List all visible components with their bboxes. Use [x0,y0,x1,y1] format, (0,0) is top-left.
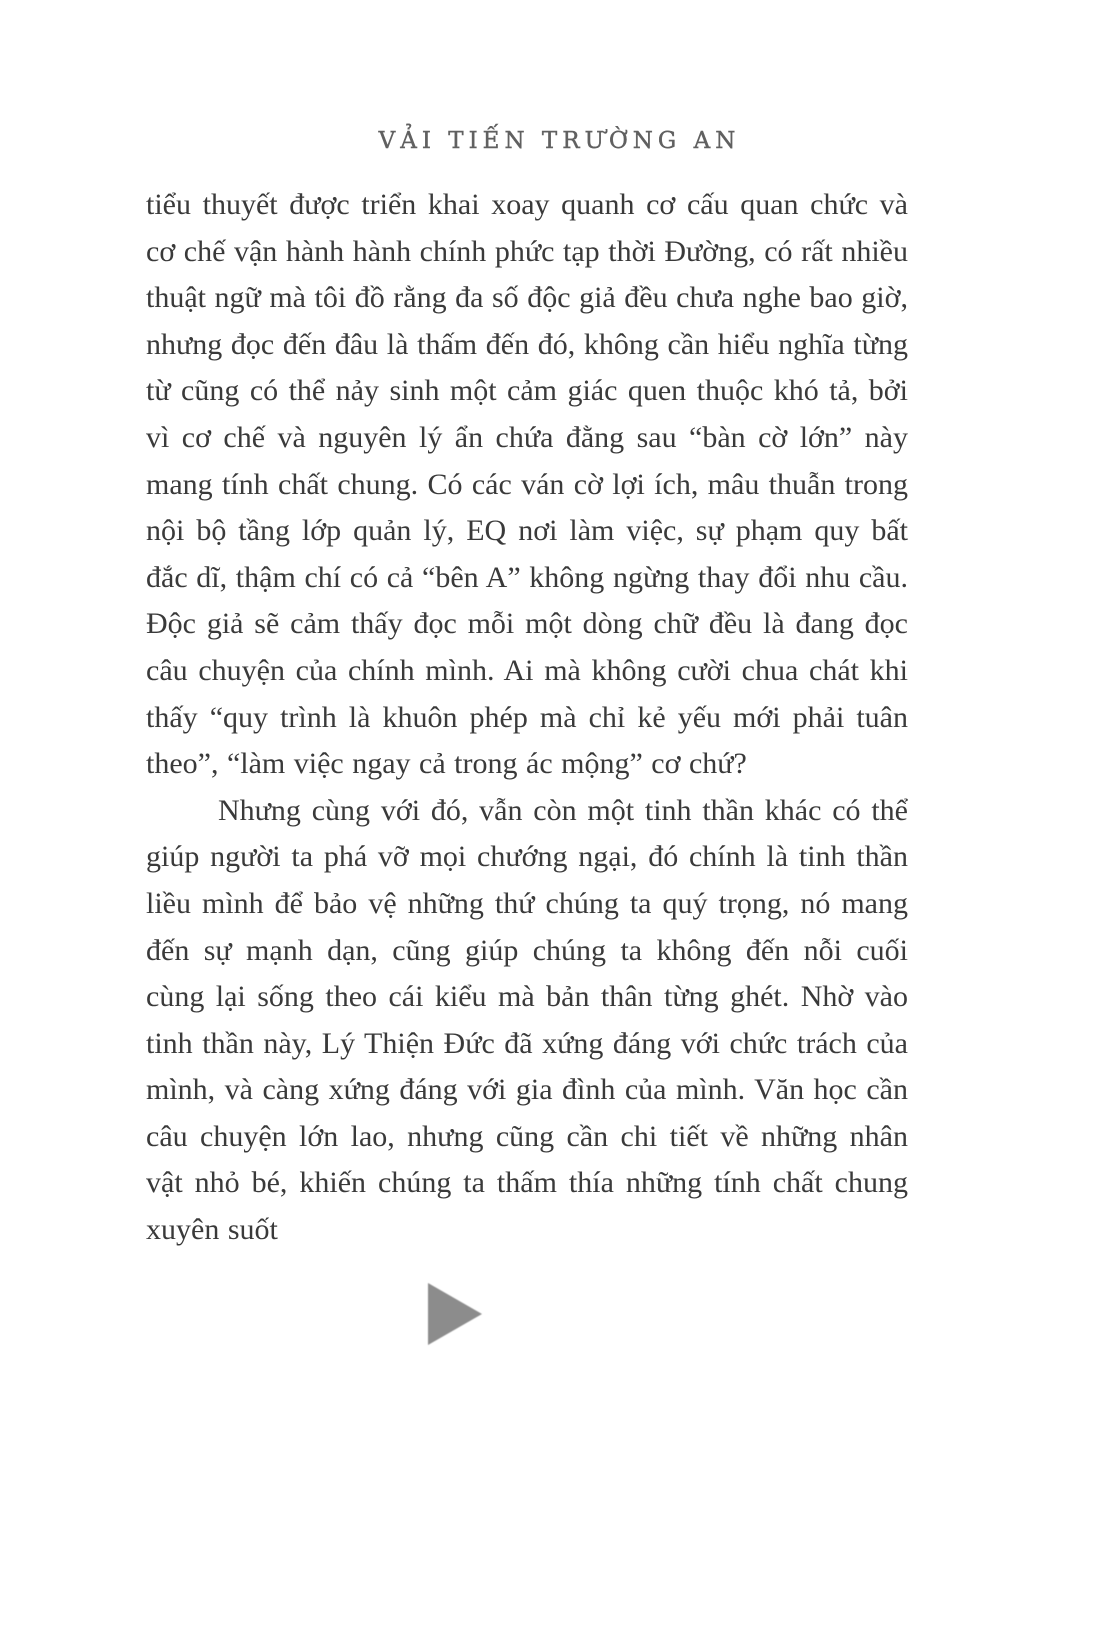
paragraph-2: Nhưng cùng với đó, vẫn còn một tinh thần khác có thể giúp người ta phá vỡ mọi chướng ngại, đó chính là tinh thần liều mình để bảo vệ những thứ chúng ta quý trọng, nó mang đến sự mạnh dạn, cũng giúp chúng ta không đến nỗi cuối cùng lại sống theo cái kiểu mà bản thân từng ghét. Nhờ vào tinh thần này, Lý Thiện Đức đã xứng đáng với chức trách của mình, và càng xứng đáng với gia đình của mình. Văn học cần câu chuyện lớn lao, nhưng cũng cần chi tiết về những nhân vật nhỏ bé, khiến chúng ta thấm thía những tính chất chung xuyên suốt [146,793,908,1247]
page-body [146,182,908,1254]
paragraph-1: tiểu thuyết được triển khai xoay quanh cơ cấu quan chức và cơ chế vận hành hành chính phức tạp thời Đường, có rất nhiều thuật ngữ mà tôi đồ rằng đa số độc giả đều chưa nghe bao giờ, nhưng đọc đến đâu là thấm đến đó, không cần hiểu nghĩa từng từ cũng có thể nảy sinh một cảm giác quen thuộc khó tả, bởi vì cơ chế và nguyên lý ẩn chứa đằng sau “bàn cờ lớn” này mang tính chất chung. Có các ván cờ lợi ích, mâu thuẫn trong nội bộ tầng lớp quản lý, EQ nơi làm việc, sự phạm quy bất đắc dĩ, thậm chí có cả “bên A” không ngừng thay đổi nhu cầu. Độc giả sẽ cảm thấy đọc mỗi một dòng chữ đều là đang đọc câu chuyện của chính mình. Ai mà không cười chua chát khi thấy “quy trình là khuôn phép mà chỉ kẻ yếu mới phải tuân theo”, “làm việc ngay cả trong ác mộng” cơ chứ? [146,188,908,781]
running-head-title: VẢI TIẾN TRƯỜNG AN [378,128,741,154]
play-icon [428,1283,482,1345]
